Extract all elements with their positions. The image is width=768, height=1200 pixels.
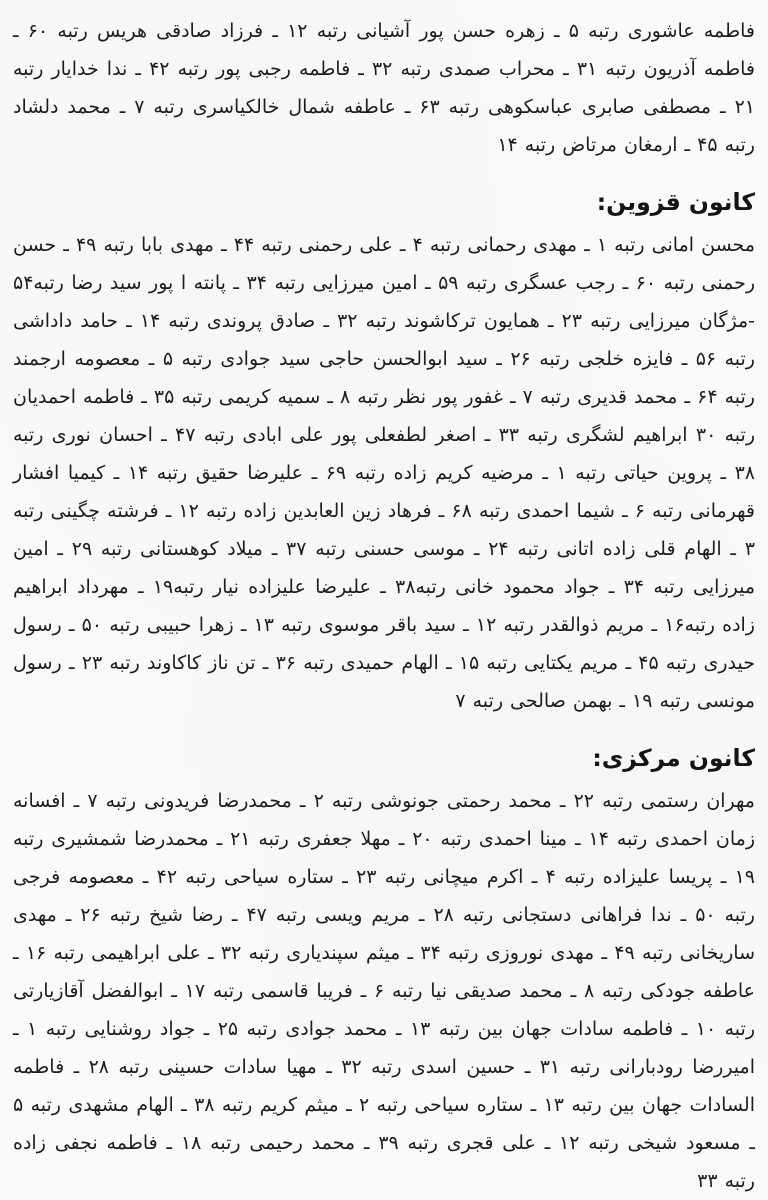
section-heading-qazvin: کانون قزوین: bbox=[596, 188, 755, 216]
qazvin-ranked-names-paragraph: محسن امانی رتبه ۱ ـ مهدی رحمانی رتبه ۴ ـ علی رحمنی رتبه ۴۴ ـ مهدی بابا رتبه ۴۹ ـ حسن رحمنی رتبه ۶۰ ـ رجب عسگری رتبه ۵۹ ـ امین میرزایی رتبه ۳۴ ـ پانته ا پور سید رضا رتبه۵۴ -مژگان میرزایی رتبه ۲۳ ـ همایون ترکاشوند رتبه ۳۲ ـ صادق پروندی رتبه ۱۴ ـ حامد داداشی رتبه ۵۶ ـ فایزه خلجی رتبه ۲۶ ـ سید ابوالحسن حاجی سید جوادی رتبه ۵ ـ معصومه ارجمند رتبه ۶۴ ـ محمد قدیری رتبه ۷ ـ غفور پور نظر رتبه ۸ ـ سمیه کریمی رتبه ۳۵ ـ فاطمه احمدیان رتبه ۳۰ ابراهیم لشگری رتبه ۳۳ ـ اصغر لطفعلی پور علی ابادی رتبه ۴۷ ـ احسان نوری رتبه ۳۸ ـ پروین حیاتی رتبه ۱ ـ مرضیه کریم زاده رتبه ۶۹ ـ علیرضا حقیق رتبه ۱۴ ـ کیمیا افشار قهرمانی رتبه ۶ ـ شیما احمدی رتبه ۶۸ ـ فرهاد زین العابدین زاده رتبه ۱۲ ـ فرشته چگینی رتبه ۳ ـ الهام قلی زاده اتانی رتبه ۲۴ ـ موسی حسنی رتبه ۳۷ ـ میلاد کوهستانی رتبه ۲۹ ـ امین میرزایی رتبه ۳۴ ـ جواد محمود خانی رتبه۳۸ ـ علیرضا علیزاده نیار رتبه۱۹ ـ مهرداد ابراهیم زاده رتبه۱۶ ـ مریم ذوالقدر رتبه ۱۲ ـ سید باقر موسوی رتبه ۱۳ ـ زهرا حبیبی رتبه ۵۰ ـ رسول حیدری رتبه ۴۵ ـ مریم یکتایی رتبه ۱۵ ـ الهام حمیدی رتبه ۳۶ ـ تن ناز کاکاوند رتبه ۲۳ ـ رسول مونسی رتبه ۱۹ ـ بهمن صالحی رتبه ۷ bbox=[13, 234, 756, 712]
markazi-ranked-names-paragraph: مهران رستمی رتبه ۲۲ ـ محمد رحمتی جونوشی رتبه ۲ ـ محمدرضا فریدونی رتبه ۷ ـ افسانه زمان احمدی رتبه ۱۴ ـ مینا احمدی رتبه ۲۰ ـ مهلا جعفری رتبه ۲۱ ـ محمدرضا شمشیری رتبه ۱۹ ـ پریسا علیزاده رتبه ۴ ـ اکرم میچانی رتبه ۲۳ ـ ستاره سیاحی رتبه ۴۲ ـ معصومه فرجی رتبه ۵۰ ـ ندا فراهانی دستجانی رتبه ۲۸ ـ مریم ویسی رتبه ۴۷ ـ رضا شیخ رتبه ۲۶ ـ مهدی ساریخانی رتبه ۴۹ ـ مهدی نوروزی رتبه ۳۴ ـ میثم سپندیاری رتبه ۳۲ ـ علی ابراهیمی رتبه ۱۶ ـ عاطفه جودکی رتبه ۸ ـ محمد صدیقی نیا رتبه ۶ ـ فریبا قاسمی رتبه ۱۷ ـ ابوالفضل آقازیارتی رتبه ۱۰ ـ فاطمه سادات جهان بین رتبه ۱۳ ـ محمد جوادی رتبه ۲۵ ـ جواد روشنایی رتبه ۱ ـ امیررضا رودبارانی رتبه ۳۱ ـ حسین اسدی رتبه ۳۲ ـ مهیا سادات حسینی رتبه ۲۸ ـ فاطمه السادات جهان بین رتبه ۱۳ ـ ستاره سیاحی رتبه ۲ ـ میثم کریم رتبه ۳۸ ـ الهام مشهدی رتبه ۵ ـ مسعود شیخی رتبه ۱۲ ـ علی قجری رتبه ۳۹ ـ محمد رحیمی رتبه ۱۸ ـ فاطمه نجفی زاده رتبه ۳۳ bbox=[13, 790, 756, 1192]
section-heading-markazi: کانون مرکزی: bbox=[592, 744, 755, 772]
intro-ranked-names-paragraph: فاطمه عاشوری رتبه ۵ ـ زهره حسن پور آشیانی رتبه ۱۲ ـ فرزاد صادقی هریس رتبه ۶۰ ـ فاطمه آذریون رتبه ۳۱ ـ محراب صمدی رتبه ۳۲ ـ فاطمه رجبی پور رتبه ۴۲ ـ ندا خدایار رتبه ۲۱ ـ مصطفی صابری عباسکوهی رتبه ۶۳ ـ عاطفه شمال خالکیاسری رتبه ۷ ـ محمد دلشاد رتبه ۴۵ ـ ارمغان مرتاض رتبه ۱۴ bbox=[13, 20, 756, 156]
